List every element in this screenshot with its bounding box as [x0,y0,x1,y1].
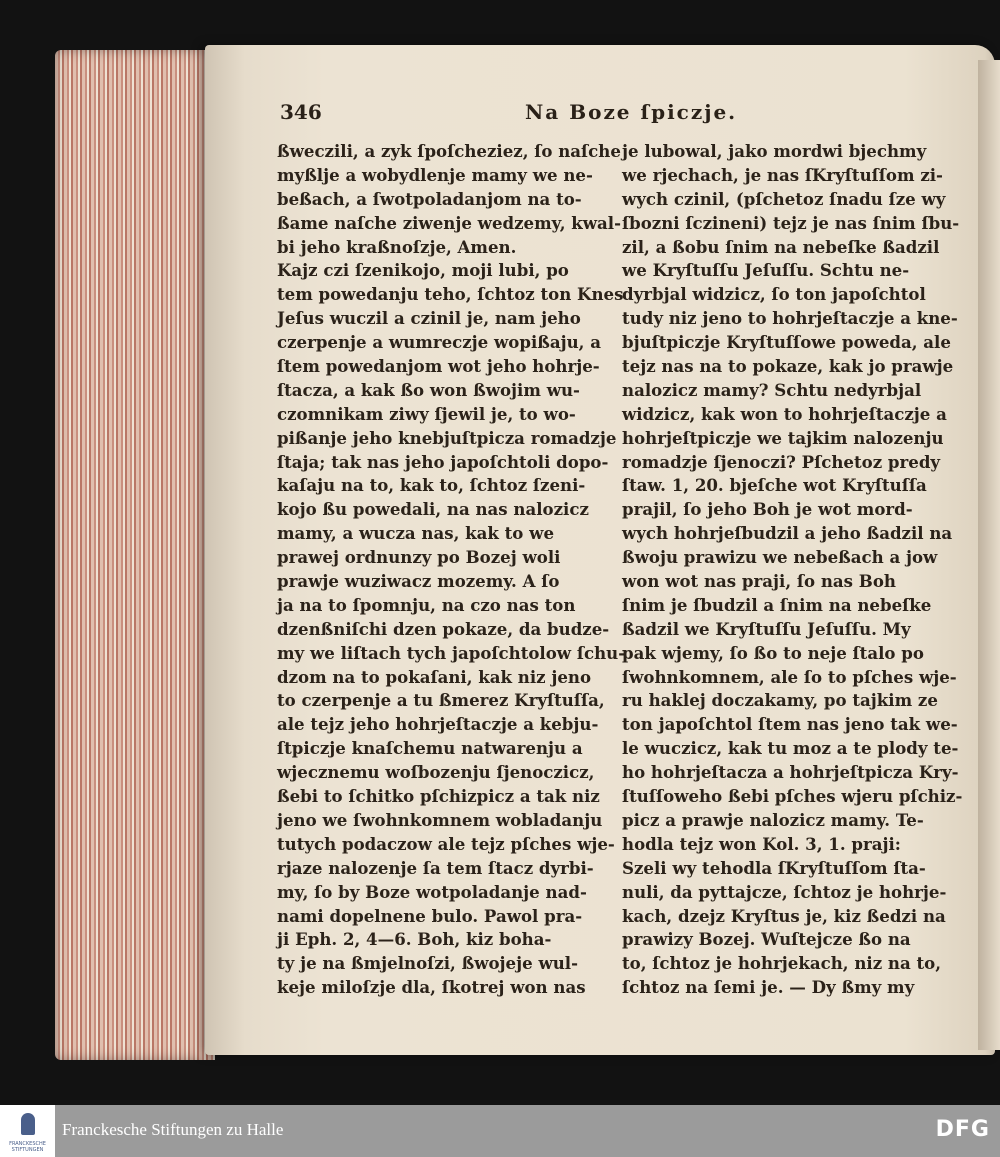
text-line: ſwohnkomnem, ale ſo to pſches wje- [622,666,957,687]
text-line: my, ſo by Boze wotpoladanje nad- [277,881,587,902]
text-line: ty je na ßmjelnoſzi, ßwojeje wul- [277,953,578,974]
text-line: ho hohrjeſtacza a hohrjeſtpicza Kry- [622,762,959,783]
text-line: ſtaw. 1, 20. bjeſche wot Kryſtuſſa [622,475,927,496]
dfg-logo[interactable]: DFG [935,1117,990,1142]
text-line: bi jeho kraßnoſzje, Amen. [277,236,517,257]
text-line: Kajz czi ſzenikojo, moji lubi, po [277,260,569,281]
text-line: hodla tejz won Kol. 3, 1. praji: [622,833,901,854]
text-line: tejz nas na to pokaze, kak jo prawje [622,356,954,377]
text-line: pißanje jeho knebjuſtpicza romadzje [277,427,617,448]
running-title: Na Boze ſpiczje. [525,100,738,124]
next-page-edge [978,60,1000,1050]
text-line: je lubowal, jako mordwi bjechmy [622,141,927,161]
statue-icon [21,1113,35,1135]
text-line: picz a prawje nalozicz mamy. Te- [622,809,924,830]
text-line: my we liſtach tych japoſchtolow ſchu- [277,642,626,663]
text-line: we rjechach, je nas ſKryſtuſſom zi- [622,164,943,185]
text-line: ſnim je ſbudzil a ſnim na nebeſke [622,594,932,615]
text-line: won wot nas praji, ſo nas Boh [622,571,896,592]
text-line: prajil, ſo jeho Boh je wot mord- [622,499,913,520]
left-text-column [277,140,626,1000]
text-line: ja na to ſpomnju, na czo nas ton [277,594,576,615]
text-line: ſbozni ſczineni) tejz je nas ſnim ſbu- [622,212,960,233]
text-line: tutych podaczow ale tejz pſches wje- [277,833,615,854]
text-line: myßlje a wobydlenje mamy we ne- [277,164,593,185]
text-line: romadzje ſjenoczi? Pſchetoz predy [622,451,941,472]
text-line: mamy, a wucza nas, kak to we [277,523,554,544]
text-line: to czerpenje a tu ßmerez Kryſtuſſa, [277,690,605,711]
text-line: keje miloſzje dla, ſkotrej won nas [277,977,586,998]
text-line: pak wjemy, ſo ßo to neje ſtalo po [622,642,924,663]
logo-label: FRANCKESCHE STIFTUNGEN [9,1141,46,1153]
text-line: prawje wuziwacz mozemy. A ſo [277,571,560,592]
text-line: le wuczicz, kak tu moz a te plody te- [622,738,959,759]
text-line: wych czinil, (pſchetoz ſnadu ſze wy [622,188,946,209]
text-line: ßame naſche ziwenje wedzemy, kwal- [277,212,621,233]
text-line: ßweczili, a zyk ſpoſcheziez, ſo naſche [277,141,621,161]
text-line: kojo ßu powedali, na nas nalozicz [277,499,589,520]
text-line: kaſaju na to, kak to, ſchtoz ſzeni- [277,475,586,496]
text-line: nami dopelnene bulo. Pawol pra- [277,905,583,926]
text-line: jeno we ſwohnkomnem wobladanju [277,809,603,830]
text-line: wych hohrjeſbudzil a jeho ßadzil na [622,523,953,544]
text-line: dzenßniſchi dzen pokaze, da budze- [277,618,610,639]
text-line: Szeli wy tehodla ſKryſtuſſom ſta- [622,857,926,878]
text-line: ale tejz jeho hohrjeſtaczje a kebju- [277,714,599,735]
text-line: ßadzil we Kryſtuſſu Jeſuſſu. My [622,618,911,639]
text-line: to, ſchtoz je hohrjekach, niz na to, [622,953,942,974]
text-line: widzicz, kak won to hohrjeſtaczje a [622,403,947,424]
institution-logo[interactable] [0,1105,55,1157]
text-line: czomnikam ziwy ſjewil je, to wo- [277,403,576,424]
text-line: ton japoſchtol ſtem nas jeno tak we- [622,714,958,735]
page-number: 346 [280,100,322,124]
text-line: nuli, da pyttajcze, ſchtoz je hohrje- [622,881,947,902]
text-line: dzom na to pokaſani, kak niz jeno [277,666,592,687]
text-line: zil, a ßobu ſnim na nebeſke ßadzil [622,236,940,257]
text-line: dyrbjal widzicz, ſo ton japoſchtol [622,284,926,305]
institution-name[interactable]: Franckesche Stiftungen zu Halle [62,1120,284,1139]
text-line: beßach, a ſwotpoladanjom na to- [277,188,582,209]
page-edges [55,50,215,1060]
text-line: ſtaja; tak nas jeho japoſchtoli dopo- [277,451,609,472]
text-line: tem powedanju teho, ſchtoz ton Knes [277,284,624,305]
text-line: tudy niz jeno to hohrjeſtaczje a kne- [622,308,958,329]
text-line: rjaze nalozenje ſa tem ſtacz dyrbi- [277,857,594,878]
text-line: ſtpiczje knaſchemu natwarenju a [277,738,583,759]
text-line: kach, dzejz Kryſtus je, kiz ßedzi na [622,905,946,926]
text-line: ru haklej doczakamy, po tajkim ze [622,690,938,711]
text-line: wjecznemu woſbozenju ſjenoczicz, [277,762,595,783]
text-line: prawizy Bozej. Wuſtejcze ßo na [622,929,911,950]
footer-bar [0,1105,1000,1157]
text-line: nalozicz mamy? Schtu nedyrbjal [622,379,922,400]
text-line: ſtem powedanjom wot jeho hohrje- [277,356,600,377]
text-line: bjuſtpiczje Kryſtuſſowe poweda, ale [622,332,951,353]
text-line: ſtuſſoweho ßebi pſches wjeru pſchiz- [622,786,963,807]
text-line: ji Eph. 2, 4—6. Boh, kiz boha- [277,929,552,950]
text-line: ſchtoz na ſemi je. — Dy ßmy my [622,977,915,998]
text-line: ßebi to ſchitko pſchizpicz a tak niz [277,786,600,807]
text-line: hohrjeſtpiczje we tajkim nalozenju [622,427,944,448]
text-line: Jeſus wuczil a czinil je, nam jeho [277,308,581,329]
right-text-column [622,140,963,1000]
text-line: ſtacza, a kak ßo won ßwojim wu- [277,379,580,400]
text-line: ßwoju prawizu we nebeßach a jow [622,547,938,568]
text-line: prawej ordnunzy po Bozej woli [277,547,561,568]
text-line: czerpenje a wumreczje wopißaju, a [277,332,601,353]
text-line: we Kryſtuſſu Jeſuſſu. Schtu ne- [622,260,910,281]
